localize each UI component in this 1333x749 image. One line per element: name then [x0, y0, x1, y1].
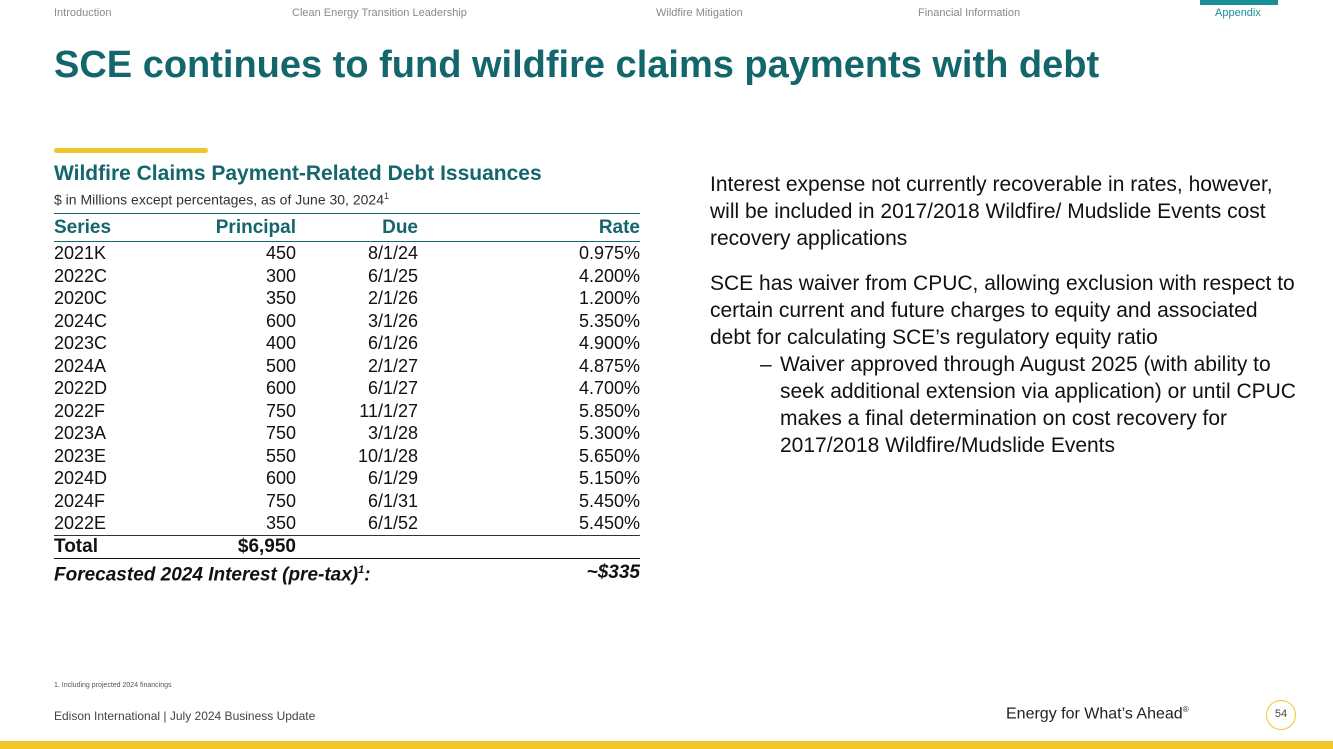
cell-principal: 350	[265, 288, 296, 308]
table-row	[54, 310, 640, 333]
table-row	[54, 242, 640, 265]
cell-series: 2024C	[54, 310, 108, 331]
cell-series: 2022C	[54, 265, 108, 286]
cell-principal: 600	[265, 310, 296, 331]
registered-mark: ®	[1182, 705, 1189, 714]
cell-rate: 4.700%	[578, 378, 640, 398]
cell-due: 6/1/25	[367, 265, 418, 286]
cell-due: 2/1/27	[367, 355, 418, 376]
commentary-paragraph-2: SCE has waiver from CPUC, allowing exclusion with respect to certain current and future charges to equity and associated debt for calculating SCE’s regulatory equity ratio	[710, 272, 1295, 349]
cell-principal: 750	[265, 400, 296, 421]
table-row	[54, 355, 640, 378]
cell-series: 2023A	[54, 423, 107, 443]
footnote: 1. Including projected 2024 financings	[54, 682, 172, 689]
page-number: 54	[1266, 700, 1296, 730]
table-row	[54, 467, 640, 490]
cell-rate: 5.450%	[578, 490, 640, 511]
table-row	[54, 400, 640, 423]
tagline-text: Energy for What’s Ahead	[1006, 705, 1183, 723]
commentary-sub-bullet	[710, 351, 1300, 459]
cell-series: 2024F	[54, 490, 106, 511]
interest-row	[54, 559, 640, 587]
cell-rate: 4.875%	[578, 355, 640, 376]
cell-principal: 750	[265, 490, 296, 511]
cell-principal: 400	[265, 333, 296, 353]
cell-principal: 750	[265, 423, 296, 443]
interest-label: Forecasted 2024 Interest (pre-tax)	[54, 564, 359, 586]
tagline	[1006, 705, 1189, 723]
nav-item-wildfire-mitigation[interactable]: Wildfire Mitigation	[656, 7, 743, 19]
cell-rate: 5.300%	[578, 423, 640, 443]
cell-rate: 1.200%	[578, 288, 640, 308]
cell-rate: 4.200%	[578, 265, 640, 286]
table-row	[54, 287, 640, 310]
cell-principal: 550	[265, 445, 296, 466]
cell-rate: 5.850%	[578, 400, 640, 421]
cell-due: 6/1/31	[367, 490, 418, 511]
nav-item-appendix[interactable]: Appendix	[1215, 7, 1261, 19]
table-row	[54, 422, 640, 445]
cell-principal: 350	[169, 512, 296, 535]
cell-rate: 0.975%	[578, 243, 640, 263]
dash-bullet: –	[760, 353, 772, 376]
cell-rate: 5.150%	[578, 468, 640, 488]
cell-series: 2024D	[54, 468, 108, 488]
footnote-ref: 1	[383, 191, 389, 201]
table-row	[54, 265, 640, 288]
interest-footnote-ref: 1	[358, 564, 365, 576]
cell-series: 2022F	[54, 400, 106, 421]
cell-rate: 5.350%	[578, 310, 640, 331]
accent-bar	[54, 148, 208, 153]
cell-due: 2/1/26	[367, 288, 418, 308]
col-header-rate: Rate	[598, 217, 640, 238]
table-row	[54, 332, 640, 355]
commentary-paragraph-1: Interest expense not currently recoverable in rates, however, will be included in 2017/2018 Wildfire/ Mudslide Events cost recovery applications	[710, 173, 1273, 250]
cell-series: 2020C	[54, 288, 108, 308]
interest-value: ~$335	[586, 561, 640, 583]
total-empty-due	[296, 535, 418, 559]
cell-due: 6/1/29	[367, 468, 418, 488]
cell-principal: 600	[265, 378, 296, 398]
cell-principal: 450	[265, 243, 296, 263]
table-row	[54, 377, 640, 400]
cell-due: 3/1/26	[367, 310, 418, 331]
interest-label-cell	[54, 559, 418, 587]
nav-active-indicator	[1200, 0, 1278, 5]
total-row	[54, 535, 640, 559]
cell-series: 2023C	[54, 333, 108, 353]
cell-series: 2023E	[54, 445, 107, 466]
cell-due: 6/1/27	[367, 378, 418, 398]
commentary	[710, 171, 1300, 459]
table-subheading	[54, 191, 389, 208]
cell-due: 10/1/28	[357, 445, 418, 466]
cell-principal: 600	[265, 468, 296, 488]
total-empty-rate	[418, 535, 640, 559]
table-row	[54, 512, 640, 535]
cell-due: 6/1/52	[296, 512, 418, 535]
sub-bullet-text: Waiver approved through August 2025 (with ability to seek additional extension via application) or until CPUC makes a final determination on cost recovery for 2017/2018 Wildfire/Mudslide Events	[780, 353, 1296, 457]
col-header-due: Due	[382, 217, 418, 238]
cell-due: 11/1/27	[359, 400, 418, 421]
cell-rate: 4.900%	[578, 333, 640, 353]
cell-due: 6/1/26	[367, 333, 418, 353]
table-subheading-text: $ in Millions except percentages, as of June 30, 2024	[54, 191, 384, 208]
total-value: $6,950	[169, 535, 296, 559]
debt-issuance-table	[54, 213, 640, 587]
nav-item-clean-energy[interactable]: Clean Energy Transition Leadership	[292, 7, 467, 19]
cell-series: 2022D	[54, 378, 108, 398]
slide-title: SCE continues to fund wildfire claims payments with debt	[54, 44, 1100, 86]
cell-series: 2022E	[54, 512, 169, 535]
cell-due: 8/1/24	[367, 243, 418, 263]
cell-due: 3/1/28	[367, 423, 418, 443]
table-header-row	[54, 214, 640, 242]
cell-principal: 500	[265, 355, 296, 376]
cell-series: 2021K	[54, 243, 107, 263]
col-header-series: Series	[54, 217, 112, 238]
table-row	[54, 490, 640, 513]
col-header-principal: Principal	[215, 217, 296, 238]
table-row	[54, 445, 640, 468]
nav-item-financial-information[interactable]: Financial Information	[918, 7, 1021, 19]
top-nav	[0, 0, 1333, 22]
interest-colon: :	[364, 564, 371, 586]
cell-series: 2024A	[54, 355, 107, 376]
table-heading: Wildfire Claims Payment-Related Debt Issuances	[54, 162, 542, 185]
cell-rate: 5.450%	[418, 512, 640, 535]
cell-principal: 300	[265, 265, 296, 286]
bottom-accent-bar	[0, 741, 1333, 749]
total-label: Total	[54, 535, 169, 559]
cell-rate: 5.650%	[578, 445, 640, 466]
footer-left: Edison International | July 2024 Business Update	[54, 709, 316, 723]
nav-item-introduction[interactable]: Introduction	[54, 7, 112, 19]
